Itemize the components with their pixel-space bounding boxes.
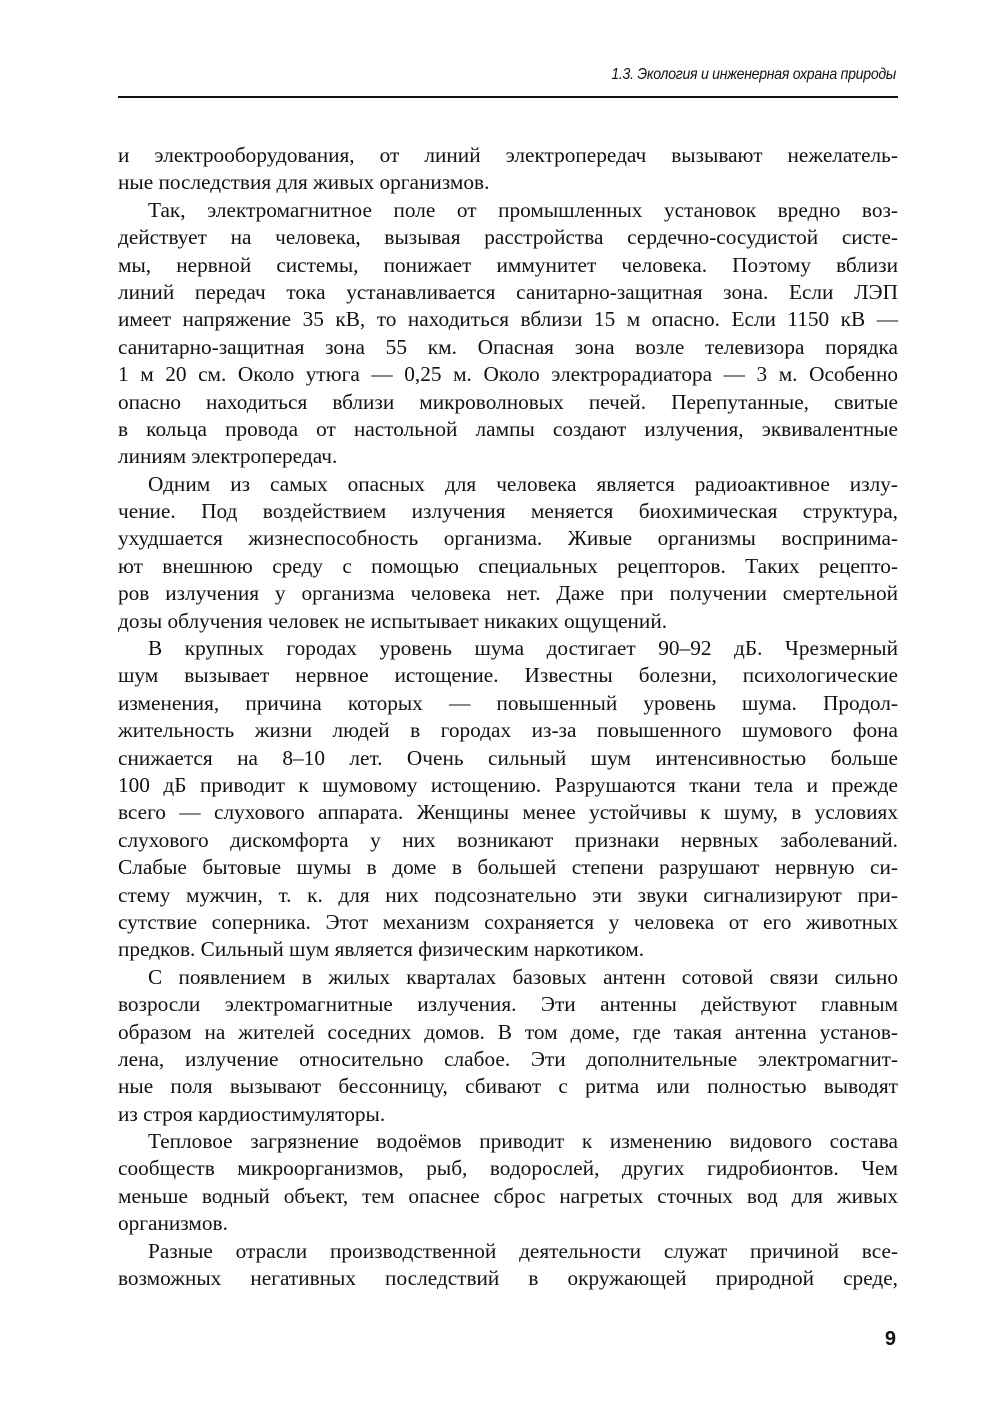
paragraph xyxy=(118,142,898,197)
text-line: Разные отрасли производственной деятельности служат причиной все- xyxy=(148,1238,898,1263)
paragraph xyxy=(118,964,898,1128)
page-number: 9 xyxy=(884,1328,896,1350)
text-line: 100 дБ приводит к шумовому истощению. Разрушаются ткани тела и прежде xyxy=(118,772,898,797)
text-line: В крупных городах уровень шума достигает 90–92 дБ. Чрезмерный xyxy=(148,636,898,661)
text-line: жительность жизни людей в городах из-за повышенного шумового фона xyxy=(118,718,898,743)
text-line: стему мужчин, т. к. для них подсознательно эти звуки сигнализируют при- xyxy=(118,882,898,907)
paragraph xyxy=(118,471,898,635)
text-line: слухового дискомфорта у них возникают признаки нервных заболеваний. xyxy=(118,827,898,852)
text-line: изменения, причина которых — повышенный уровень шума. Продол- xyxy=(118,690,898,715)
text-line: имеет напряжение 35 кВ, то находиться вблизи 15 м опасно. Если 1150 кВ — xyxy=(118,307,898,332)
text-line: снижается на 8–10 лет. Очень сильный шум интенсивностью больше xyxy=(118,745,898,770)
text-line: ухудшается жизнеспособность организма. Живые организмы воспринима- xyxy=(118,526,898,551)
text-line: чение. Под воздействием излучения меняется биохимическая структура, xyxy=(118,499,898,524)
text-line: из строя кардиостимуляторы. xyxy=(118,1101,386,1126)
text-line: линий передач тока устанавливается санитарно-защитная зона. Если ЛЭП xyxy=(118,279,898,304)
text-line: сутствие соперника. Этот механизм сохраняется у человека от его животных xyxy=(118,909,898,934)
text-line: Одним из самых опасных для человека является радиоактивное излу- xyxy=(148,471,898,496)
text-line: действует на человека, вызывая расстройства сердечно-сосудистой систе- xyxy=(118,225,898,250)
text-line: в кольца провода от настольной лампы создают излучения, эквивалентные xyxy=(118,416,898,441)
body-text xyxy=(118,142,898,1292)
text-line: возможных негативных последствий в окружающей природной среде, xyxy=(118,1266,898,1291)
running-header: 1.3. Экология и инженерная охрана природы xyxy=(611,66,896,83)
text-line: опасно находиться вблизи микроволновых печей. Перепутанные, свитые xyxy=(118,389,898,414)
text-line: 1 м 20 см. Около утюга — 0,25 м. Около электрорадиатора — 3 м. Особенно xyxy=(118,362,898,387)
text-line: ров излучения у организма человека нет. Даже при получении смертельной xyxy=(118,581,898,606)
text-line: Так, электромагнитное поле от промышленных установок вредно воз- xyxy=(148,197,898,222)
text-line: санитарно-защитная зона 55 км. Опасная зона возле телевизора порядка xyxy=(118,334,898,359)
text-line: шум вызывает нервное истощение. Известны болезни, психологические xyxy=(118,663,898,688)
paragraph xyxy=(118,635,898,964)
text-line: сообществ микроорганизмов, рыб, водорослей, других гидробионтов. Чем xyxy=(118,1156,898,1181)
text-line: образом на жителей соседних домов. В том доме, где такая антенна установ- xyxy=(118,1019,898,1044)
paragraph xyxy=(118,197,898,471)
text-line: мы, нервной системы, понижает иммунитет человека. Поэтому вблизи xyxy=(118,252,898,277)
text-line: всего — слухового аппарата. Женщины менее устойчивы к шуму, в условиях xyxy=(118,800,898,825)
text-line: возросли электромагнитные излучения. Эти антенны действуют главным xyxy=(118,992,898,1017)
text-line: дозы облучения человек не испытывает никаких ощущений. xyxy=(118,608,668,633)
paragraph xyxy=(118,1128,898,1238)
text-line: С появлением в жилых кварталах базовых антенн сотовой связи сильно xyxy=(148,964,898,989)
text-line: лена, излучение относительно слабое. Эти дополнительные электромагнит- xyxy=(118,1046,898,1071)
text-line: линиям электропередач. xyxy=(118,444,338,469)
text-line: и электрооборудования, от линий электропередач вызывают нежелатель- xyxy=(118,143,898,167)
text-line: Тепловое загрязнение водоёмов приводит к изменению видового состава xyxy=(148,1129,898,1154)
header-rule xyxy=(118,96,898,98)
text-line: ные последствия для живых организмов. xyxy=(118,170,490,195)
text-line: ные поля вызывают бессонницу, сбивают с ритма или полностью выводят xyxy=(118,1074,898,1099)
text-line: ют внешнюю среду с помощью специальных рецепторов. Таких рецепто- xyxy=(118,553,898,578)
text-line: организмов. xyxy=(118,1211,228,1236)
paragraph xyxy=(118,1238,898,1293)
text-line: меньше водный объект, тем опаснее сброс нагретых сточных вод для живых xyxy=(118,1183,898,1208)
text-line: Слабые бытовые шумы в доме в большей степени разрушают нервную си- xyxy=(118,855,898,880)
text-line: предков. Сильный шум является физическим наркотиком. xyxy=(118,937,645,962)
